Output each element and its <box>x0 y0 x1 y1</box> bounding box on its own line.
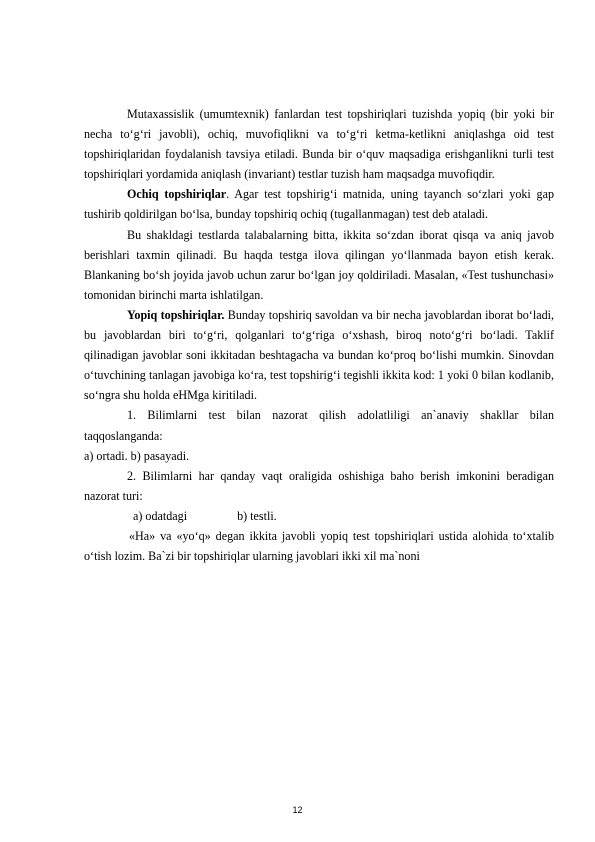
body-text <box>84 104 554 566</box>
paragraph-closed-tasks <box>84 305 554 405</box>
open-tasks-definition: . Agar test topshirig‘i matnida, uning tayanch so‘zlari yoki gap tushirib qoldirilgan bo‘lsa, bunday topshiriq ochiq (tugallanmagan) test deb ataladi. <box>84 187 554 222</box>
question-2-options <box>84 506 554 526</box>
paragraph-open-tasks-detail: Bu shakldagi testlarda talabalarning bitta, ikkita so‘zdan iborat qisqa va aniq javob berishlari taxmin qilinadi. Bu haqda testga ilova qilingan yo‘llanmada bayon etish kerak. Blankaning bo‘sh joyida javob uchun zarur bo‘lgan joy qoldiriladi. Masalan, «Test tushunchasi» tomonidan birinchi marta ishlatilgan. <box>84 227 554 302</box>
term-closed-tasks: Yopiq topshiriqlar. <box>127 307 225 322</box>
paragraph-yes-no-tasks: «Ha» va «yo‘q» degan ikkita javobli yopiq test topshiriqlari ustida alohida to‘xtalib o‘tish lozim. Ba`zi bir topshiriqlar ularning javoblari ikki xil ma`noni <box>84 528 554 564</box>
question-2-option-a: a) odatdagi <box>133 508 188 523</box>
example-question-2: 2. Bilimlarni har qanday vaqt oraligida oshishiga baho berish imkonini beradigan nazorat turi: <box>84 468 554 503</box>
example-question-1: 1. Bilimlarni test bilan nazorat qilish adolatliligi an`anaviy shakllar bilan taqqoslanganda: <box>84 408 554 443</box>
paragraph-open-tasks <box>84 184 554 224</box>
closed-tasks-definition: Bunday topshiriq savoldan va bir necha javoblardan iborat bo‘ladi, bu javoblardan biri to‘g‘ri, qolganlari to‘g‘riga o‘xshash, biroq noto‘g‘ri bo‘ladi. Taklif qilinadigan javoblar soni ikkitadan beshtagacha va bundan ko‘proq bo‘lishi mumkin. Sinovdan o‘tuvchining tanlagan javobiga ko‘ra, test topshirig‘i tegishli ikkita kod: 1 yoki 0 bilan kodlanib, so‘ngra shu holda eHMga kiritiladi. <box>84 307 554 403</box>
paragraph-intro: Mutaxassislik (umumtexnik) fanlardan test topshiriqlari tuzishda yopiq (bir yoki bir necha to‘g‘ri javobli), ochiq, muvofiqlikni va to‘g‘ri ketma-ketlikni aniqlashga oid test topshiriqlaridan foydalanish tavsiya etiladi. Bunda bir o‘quv maqsadiga erishganlikni turli test topshiriqlari yordamida aniqlash (invariant) testlar tuzish ham maqsadga muvofiqdir. <box>84 107 554 182</box>
question-2-option-b: b) testli. <box>237 508 277 523</box>
term-open-tasks: Ochiq topshiriqlar <box>127 187 227 202</box>
page-number: 12 <box>292 805 303 815</box>
question-1-options: a) ortadi. b) pasayadi. <box>84 448 190 463</box>
